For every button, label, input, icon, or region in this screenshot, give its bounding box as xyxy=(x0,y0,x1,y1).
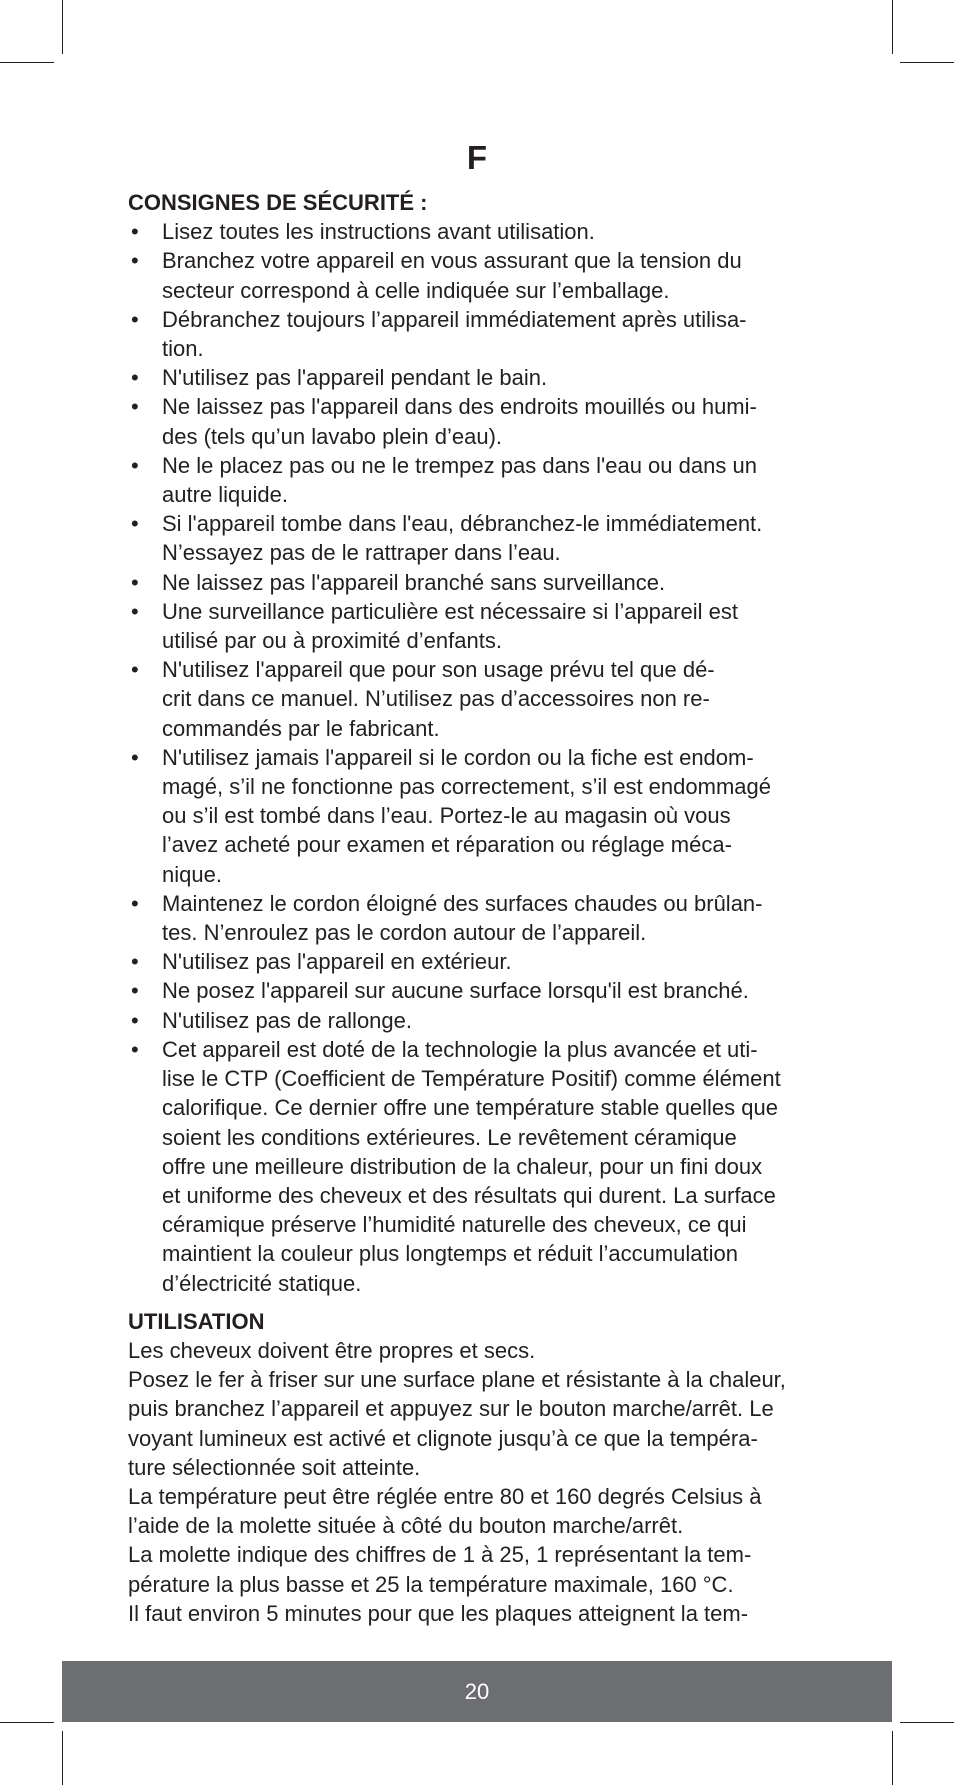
safety-item xyxy=(128,1006,828,1035)
safety-heading: CONSIGNES DE SÉCURITÉ : xyxy=(128,190,428,215)
bullet: • xyxy=(131,219,139,245)
bullet: • xyxy=(131,365,139,391)
safety-item xyxy=(128,947,828,976)
usage-line: puis branchez l’appareil et appuyez sur le bouton marche/arrêt. Le xyxy=(128,1396,774,1422)
crop-mark xyxy=(62,0,63,54)
bullet: • xyxy=(131,569,139,595)
safety-item-line: Maintenez le cordon éloigné des surfaces chaudes ou brûlan- xyxy=(162,890,763,916)
safety-item-line: l’avez acheté pour examen et réparation ou réglage méca- xyxy=(162,832,732,858)
safety-item-line: des (tels qu’un lavabo plein d’eau). xyxy=(162,423,503,449)
usage-line: Les cheveux doivent être propres et secs. xyxy=(128,1337,536,1363)
safety-item xyxy=(128,889,828,947)
usage-line: Posez le fer à friser sur une surface plane et résistante à la chaleur, xyxy=(128,1367,786,1393)
safety-item-line: commandés par le fabricant. xyxy=(162,715,440,741)
safety-item-line: tes. N’enroulez pas le cordon autour de l’appareil. xyxy=(162,920,647,946)
usage-line: La molette indique des chiffres de 1 à 25, 1 représentant la tem- xyxy=(128,1542,752,1568)
safety-item-line: ou s’il est tombé dans l’eau. Portez-le au magasin où vous xyxy=(162,803,731,829)
safety-item-line: utilisé par ou à proximité d’enfants. xyxy=(162,628,502,654)
safety-item-line: magé, s’il ne fonctionne pas correctement, s’il est endommagé xyxy=(162,774,771,800)
safety-item-line: N'utilisez pas l'appareil pendant le bain. xyxy=(162,365,548,391)
safety-item xyxy=(128,1035,828,1298)
safety-item-line: N’essayez pas de le rattraper dans l’eau. xyxy=(162,540,561,566)
crop-mark xyxy=(62,1731,63,1785)
safety-item xyxy=(128,363,828,392)
usage-heading: UTILISATION xyxy=(128,1308,265,1334)
safety-item-line: nique. xyxy=(162,861,222,887)
safety-item-line: calorifique. Ce dernier offre une température stable quelles que xyxy=(162,1095,778,1121)
bullet: • xyxy=(131,890,139,916)
usage-line: l’aide de la molette située à côté du bouton marche/arrêt. xyxy=(128,1513,684,1539)
page-footer xyxy=(62,1661,892,1722)
safety-item-line: d’électricité statique. xyxy=(162,1270,362,1296)
safety-item-line: Débranchez toujours l’appareil immédiatement après utilisa- xyxy=(162,306,747,332)
page-number: 20 xyxy=(464,1679,490,1704)
safety-item-line: et uniforme des cheveux et des résultats qui durent. La surface xyxy=(162,1182,776,1208)
usage-line: La température peut être réglée entre 80 et 160 degrés Celsius à xyxy=(128,1483,762,1509)
safety-item-line: crit dans ce manuel. N’utilisez pas d’accessoires non re- xyxy=(162,686,710,712)
safety-item xyxy=(128,743,828,889)
bullet: • xyxy=(131,248,139,274)
safety-item xyxy=(128,305,828,363)
crop-mark xyxy=(892,0,893,54)
safety-item-line: autre liquide. xyxy=(162,482,288,508)
usage-line: ture sélectionnée soit atteinte. xyxy=(128,1454,421,1480)
safety-item xyxy=(128,976,828,1005)
bullet: • xyxy=(131,306,139,332)
safety-item-line: secteur correspond à celle indiquée sur l’emballage. xyxy=(162,277,670,303)
usage-line: Il faut environ 5 minutes pour que les plaques atteignent la tem- xyxy=(128,1600,749,1626)
safety-item-line: Ne posez l'appareil sur aucune surface lorsqu'il est branché. xyxy=(162,978,749,1004)
safety-item xyxy=(128,451,828,509)
safety-item-line: tion. xyxy=(162,336,204,362)
page-content xyxy=(128,188,828,1628)
bullet: • xyxy=(131,1036,139,1062)
safety-item xyxy=(128,568,828,597)
safety-item-line: soient les conditions extérieures. Le revêtement céramique xyxy=(162,1124,737,1150)
safety-item-line: Si l'appareil tombe dans l'eau, débranchez-le immédiatement. xyxy=(162,511,763,537)
bullet: • xyxy=(131,452,139,478)
safety-item-line: N'utilisez jamais l'appareil si le cordon ou la fiche est endom- xyxy=(162,744,754,770)
safety-item-line: lise le CTP (Coefficient de Température Positif) comme élément xyxy=(162,1066,781,1092)
section-letter: F xyxy=(466,139,488,176)
bullet: • xyxy=(131,511,139,537)
safety-item-line: N'utilisez pas l'appareil en extérieur. xyxy=(162,949,512,975)
bullet: • xyxy=(131,657,139,683)
safety-item-line: N'utilisez l'appareil que pour son usage prévu tel que dé- xyxy=(162,657,715,683)
bullet: • xyxy=(131,744,139,770)
bullet: • xyxy=(131,394,139,420)
bullet: • xyxy=(131,598,139,624)
safety-item-line: Ne laissez pas l'appareil dans des endroits mouillés ou humi- xyxy=(162,394,757,420)
safety-item xyxy=(128,392,828,450)
safety-item-line: Ne le placez pas ou ne le trempez pas dans l'eau ou dans un xyxy=(162,452,757,478)
usage-line: voyant lumineux est activé et clignote jusqu’à ce que la tempéra- xyxy=(128,1425,758,1451)
usage-line: pérature la plus basse et 25 la température maximale, 160 °C. xyxy=(128,1571,734,1597)
safety-item-line: céramique préserve l’humidité naturelle des cheveux, ce qui xyxy=(162,1212,747,1238)
crop-mark xyxy=(900,62,954,63)
safety-item-line: Ne laissez pas l'appareil branché sans surveillance. xyxy=(162,569,666,595)
safety-list xyxy=(128,217,828,1298)
safety-item-line: N'utilisez pas de rallonge. xyxy=(162,1007,413,1033)
safety-item xyxy=(128,217,828,246)
bullet: • xyxy=(131,949,139,975)
safety-item xyxy=(128,246,828,304)
safety-item-line: Cet appareil est doté de la technologie la plus avancée et uti- xyxy=(162,1036,758,1062)
safety-item-line: Lisez toutes les instructions avant utilisation. xyxy=(162,219,595,245)
safety-item-line: Une surveillance particulière est nécessaire si l’appareil est xyxy=(162,598,738,624)
safety-item-line: Branchez votre appareil en vous assurant que la tension du xyxy=(162,248,742,274)
bullet: • xyxy=(131,978,139,1004)
usage-body xyxy=(128,1336,828,1628)
crop-mark xyxy=(892,1731,893,1785)
crop-mark xyxy=(0,62,54,63)
safety-item-line: offre une meilleure distribution de la chaleur, pour un fini doux xyxy=(162,1153,763,1179)
bullet: • xyxy=(131,1007,139,1033)
safety-item-line: maintient la couleur plus longtemps et réduit l’accumulation xyxy=(162,1241,738,1267)
safety-item xyxy=(128,509,828,567)
crop-mark xyxy=(900,1722,954,1723)
crop-mark xyxy=(0,1722,54,1723)
safety-item xyxy=(128,597,828,655)
safety-item xyxy=(128,655,828,743)
